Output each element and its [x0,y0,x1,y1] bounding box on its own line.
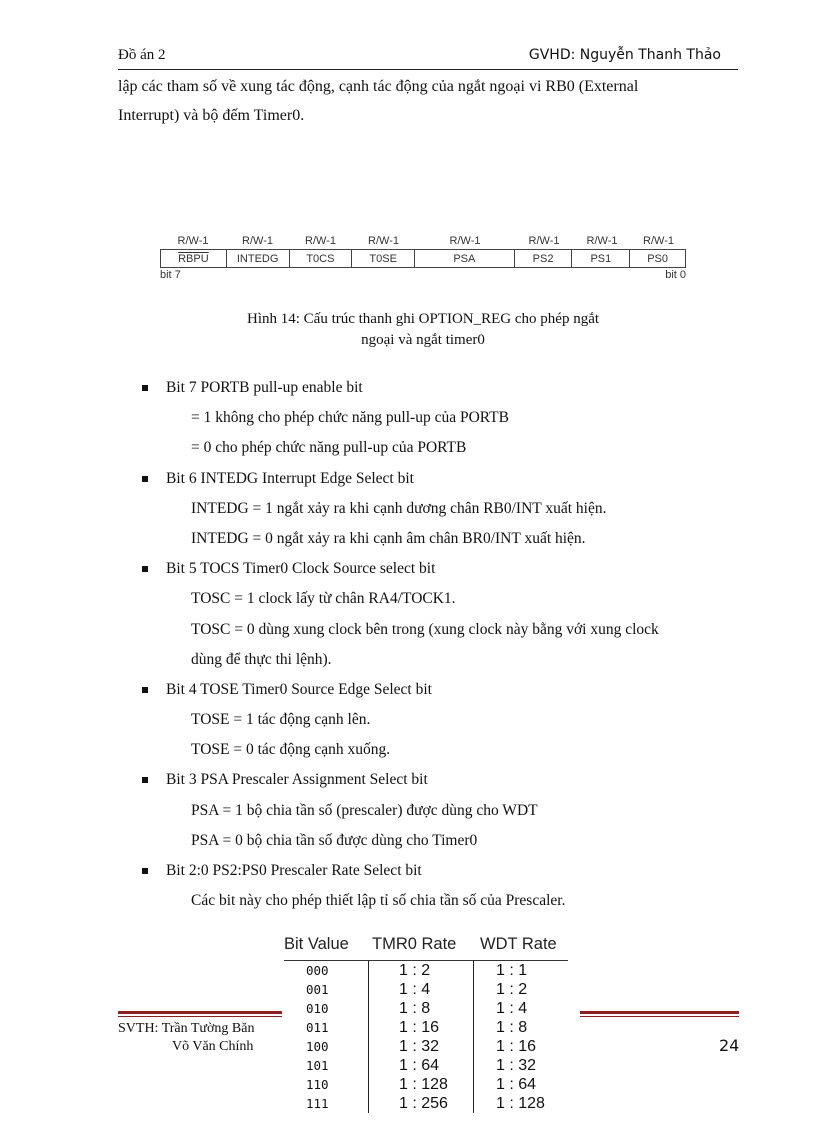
bit-value-cell: 000 [306,963,329,978]
item-text: Bit 6 INTEDG Interrupt Edge Select bit [166,469,414,487]
access-label: R/W-1 [305,235,336,247]
bit-value-cell: 101 [306,1058,329,1073]
bit-detail [118,403,758,433]
bit-cell-t0cs: T0CS [290,250,353,267]
bit-description-list [118,373,758,916]
bit-heading [118,856,758,886]
option-reg-diagram [160,233,686,281]
access-row [160,233,686,249]
bit-low-label: bit 0 [665,269,686,281]
bit-value-cell: 111 [306,1096,329,1111]
footer-rule-left-thin [118,1016,282,1017]
footer-rule-right-thin [580,1016,739,1017]
bit-value-cell: 011 [306,1020,329,1035]
item-text: Bit 7 PORTB pull-up enable bit [166,379,363,396]
page-number: 24 [719,1036,740,1055]
student-1: SVTH: Trần Tường Băn [118,1021,255,1036]
wdt-rate-cell: 1 : 4 [496,1000,528,1017]
square-bullet-icon [142,777,148,783]
bit-cell-t0se: T0SE [352,250,415,267]
bit-cell-intedg: INTEDG [227,250,290,267]
access-label: R/W-1 [586,235,618,247]
bit-cell-ps0: PS0 [647,252,669,265]
tmr0-rate-cell: 1 : 2 [399,962,431,979]
bit-heading [118,765,758,795]
header-bit-value: Bit Value [284,934,349,953]
bit-detail [118,826,758,856]
item-text: Bit 4 TOSE Timer0 Source Edge Select bit [166,680,432,698]
table-body [284,961,576,1113]
figure-caption [160,309,686,351]
bit-cell-psa: PSA [415,250,515,267]
item-text: Bit 2:0 PS2:PS0 Prescaler Rate Select bit [166,862,422,879]
item-text: = 1 không cho phép chức năng pull-up của PORTB [191,409,509,427]
wdt-rate-cell: 1 : 128 [496,1095,545,1112]
item-text: Bit 5 TOCS Timer0 Clock Source select bit [166,560,436,578]
item-text: INTEDG = 0 ngắt xảy ra khi cạnh âm chân BR0/INT xuất hiện. [191,529,586,547]
access-label: R/W-1 [177,235,209,247]
tmr0-rate-cell: 1 : 16 [399,1019,440,1036]
item-text: Bit 3 PSA Prescaler Assignment Select bit [166,771,428,789]
tmr0-rate-cell: 1 : 8 [399,1000,431,1017]
item-text: dùng để thực thi lệnh). [191,650,332,668]
tmr0-rate-cell: 1 : 64 [399,1057,440,1074]
bit-cell-ps1: PS1 [572,250,630,267]
footer-rule-right [580,1011,739,1014]
wdt-rate-cell: 1 : 16 [496,1038,537,1055]
tmr0-rate-cell: 1 : 256 [399,1095,448,1112]
bit-detail [118,494,758,524]
item-text: = 0 cho phép chức năng pull-up của PORTB [191,439,467,457]
bit-detail [118,796,758,826]
tmr0-rate-column [368,961,474,1113]
bit-cell-ps2: PS2 [515,250,573,267]
wdt-rate-cell: 1 : 8 [496,1019,528,1036]
bit-detail [118,705,758,735]
access-label: R/W-1 [643,235,674,247]
square-bullet-icon [142,687,148,693]
header-right: GVHD: Nguyễn Thanh Thảo [528,47,721,63]
bit-heading [118,554,758,584]
bit-cells [160,249,686,268]
wdt-rate-cell: 1 : 1 [496,962,528,979]
item-text: INTEDG = 1 ngắt xảy ra khi cạnh dương chân RB0/INT xuất hiện. [191,499,607,517]
header-tmr0-rate: TMR0 Rate [372,934,457,953]
bit-cell-rbpu: RBPU [161,250,227,267]
wdt-rate-column [474,961,574,1113]
item-text: PSA = 1 bộ chia tần số (prescaler) được dùng cho WDT [191,801,538,819]
table-header [284,930,576,958]
intro-line: Interrupt) và bộ đếm Timer0. [118,107,305,124]
bit-value-cell: 010 [306,1001,329,1016]
item-text: TOSC = 0 dùng xung clock bên trong (xung clock này bằng với xung clock [191,620,659,638]
wdt-rate-cell: 1 : 32 [496,1057,537,1074]
student-2: Võ Văn Chính [172,1039,254,1054]
square-bullet-icon [142,385,148,391]
bit-detail [118,886,758,916]
square-bullet-icon [142,868,148,874]
intro-paragraph [118,72,739,130]
tmr0-rate-cell: 1 : 128 [399,1076,448,1093]
caption-line: ngoại và ngắt timer0 [361,332,485,348]
bit-range [160,269,686,281]
bit-high-label: bit 7 [160,269,181,281]
access-label: R/W-1 [242,235,273,247]
bit-heading [118,464,758,494]
access-label: R/W-1 [528,235,560,247]
bit-heading [118,675,758,705]
access-label: R/W-1 [449,235,481,247]
item-text: Các bit này cho phép thiết lập tỉ số chia tần số của Prescaler. [191,892,566,910]
header-left: Đồ án 2 [118,47,166,63]
bit-value-cell: 001 [306,982,329,997]
item-text: TOSC = 1 clock lấy từ chân RA4/TOCK1. [191,590,456,608]
bit-detail [118,524,758,554]
caption-line: Hình 14: Cấu trúc thanh ghi OPTION_REG cho phép ngắt [246,311,600,327]
intro-line: lập các tham số về xung tác động, cạnh tác động của ngắt ngoại vi RB0 (External [118,78,639,95]
bit-value-cell: 110 [306,1077,329,1092]
bit-heading [118,373,758,403]
item-text: TOSE = 1 tác động cạnh lên. [191,711,371,729]
access-label: R/W-1 [368,235,399,247]
tmr0-rate-cell: 1 : 4 [399,981,431,998]
bit-detail [118,433,758,463]
item-text: TOSE = 0 tác động cạnh xuống. [191,741,391,759]
wdt-rate-cell: 1 : 64 [496,1076,537,1093]
bit-detail [118,615,758,645]
bit-detail [118,584,758,614]
item-text: PSA = 0 bộ chia tần số được dùng cho Timer0 [191,831,478,849]
prescaler-table [284,930,576,1113]
footer-students [118,1020,254,1056]
square-bullet-icon [142,566,148,572]
header-wdt-rate: WDT Rate [480,934,557,953]
wdt-rate-cell: 1 : 2 [496,981,528,998]
header-divider [118,69,738,70]
bit-detail [118,735,758,765]
bit-value-cell: 100 [306,1039,329,1054]
footer-rule-left [118,1011,282,1014]
tmr0-rate-cell: 1 : 32 [399,1038,440,1055]
bit-detail [118,645,758,675]
square-bullet-icon [142,476,148,482]
bit-value-column [284,961,368,1113]
